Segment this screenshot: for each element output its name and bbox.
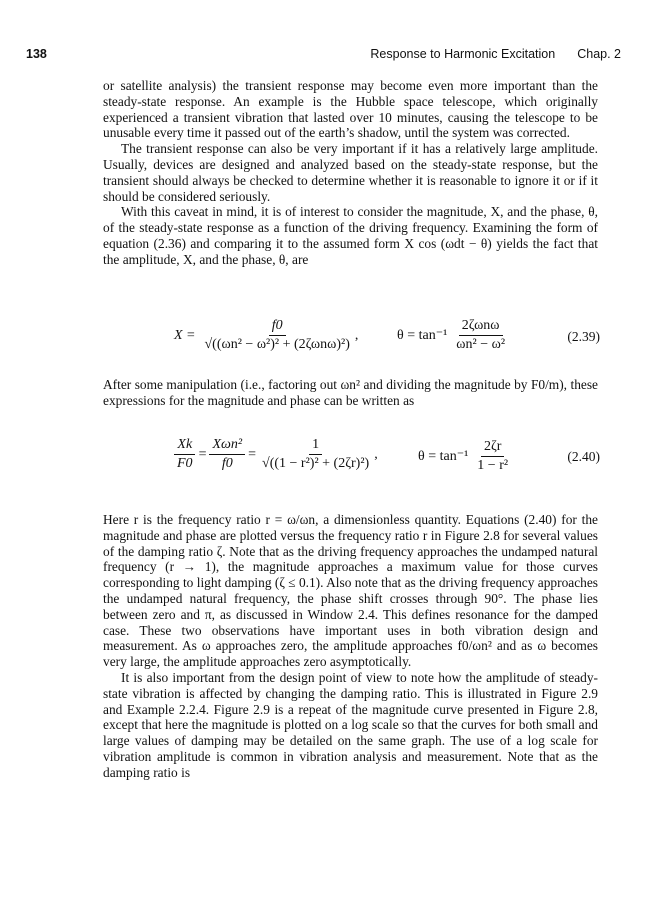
eq239-magnitude-fraction	[202, 318, 353, 353]
eq239-phase-fraction	[453, 318, 508, 353]
eq240-phase-fraction	[474, 439, 511, 474]
eq240-phase-numerator: 2ζr	[481, 439, 504, 457]
equation-2-39	[100, 316, 600, 360]
paragraph-6: It is also important from the design point of view to note how the amplitude of steady-state vibration is affected by changing the damping ratio. This is illustrated in Figure 2.9 and Example 2.2.4. Figure 2.9 is a repeat of the magnitude curve presented in Figure 2.8, except that here the magnitude is plotted on a log scale so that the curves for both small and large values of damping may be detailed on the same graph. The use of a log scale for vibration amplitude is common in vibration analysis and measurement. Note that as the damping ratio is	[103, 669, 598, 780]
eq239-denominator: √((ωn² − ω²)² + (2ζωnω)²)	[204, 337, 350, 352]
eq240-rhs-denominator: √((1 − r²)² + (2ζr)²)	[262, 456, 370, 471]
paragraph-2: The transient response can also be very important if it has a relatively large amplitude. Usually, devices are designed and analyzed based on the steady-state response, but the transient should always be checked to determine whether it is reasonable to ignore it or if it should be considered seriously.	[103, 141, 598, 204]
page-number: 138	[26, 47, 47, 61]
eq240-label: (2.40)	[567, 449, 600, 464]
eq239-numerator: f0	[269, 318, 286, 336]
eq240-mid-fraction	[209, 437, 245, 472]
eq240-magnitude: $\frac{Xk}{F0}$ = $\frac{\text{Xωn²}}{f0}$ = $\frac{1}{\text{√((1 − r²)² + (2ζr)²)}}$ ,	[174, 437, 378, 472]
eq240-lhs-fraction	[174, 437, 196, 472]
eq239-phase-lhs: θ = tan⁻¹	[397, 328, 448, 343]
eq239-label: (2.39)	[567, 329, 600, 344]
eq239-phase	[397, 318, 508, 353]
eq239-lhs: X =	[174, 327, 196, 343]
eq240-phase	[418, 439, 511, 474]
paragraph-3: With this caveat in mind, it is of interest to consider the magnitude, X, and the phase, θ, of the steady-state response as a function of the driving frequency. Examining the form of equation (2.36) and comparing it to the assumed form X cos (ωdt − θ) yields the fact that the amplitude, X, and the phase, θ, are	[103, 204, 598, 267]
eq240-mid-numerator: Xωn²	[209, 437, 245, 455]
eq239-phase-numerator: 2ζωnω	[459, 318, 503, 336]
chapter-label: Chap. 2	[577, 47, 621, 61]
eq240-rhs-numerator: 1	[309, 437, 322, 455]
paragraph-5: Here r is the frequency ratio r = ω/ωn, a dimensionless quantity. Equations (2.40) for the magnitude and phase are plotted versus the frequency ratio r in Figure 2.8 for several values of the damping ratio ζ. Note that as the driving frequency approaches the undamped natural frequency (r → 1), the magnitude approaches a maximum value for those curves corresponding to light damping (ζ ≤ 0.1). Also note that as the driving frequency approaches the undamped natural frequency, the phase shift crosses through 90°. The phase lies between zero and π, as discussed in Window 2.4. This defines resonance for the damped case. These two observations have important uses in both vibration design and measurement. As ω approaches zero, the amplitude approaches f0/ωn² and as ω becomes very large, the amplitude approaches zero asymptotically.	[103, 512, 598, 670]
eq240-lhs-numerator: Xk	[174, 437, 195, 455]
running-title	[370, 47, 621, 61]
eq240-phase-lhs: θ = tan⁻¹	[418, 449, 469, 464]
eq239-phase-denominator: ωn² − ω²	[456, 337, 506, 352]
body-text-top	[103, 78, 598, 268]
eq240-phase-denominator: 1 − r²	[477, 458, 509, 473]
body-text-bottom	[103, 512, 598, 781]
eq240-rhs-fraction	[259, 437, 372, 472]
section-title: Response to Harmonic Excitation	[370, 47, 556, 61]
paragraph-4: After some manipulation (i.e., factoring out ωn² and dividing the magnitude by F0/m), these expressions for the magnitude and phase can be written as	[103, 377, 598, 408]
running-header	[26, 47, 621, 63]
eq239-magnitude: X = $\frac{f0}{\text{√((ωn² − ω²)² + (2ζωnω)²)}}$ ,	[174, 318, 359, 352]
equation-2-40	[100, 435, 600, 481]
eq240-lhs-denominator: F0	[177, 456, 193, 471]
body-text-middle	[103, 377, 598, 409]
eq240-mid-denominator: f0	[221, 456, 233, 471]
paragraph-1: or satellite analysis) the transient response may become even more important than the steady-state response. An example is the Hubble space telescope, which originally experienced a transient vibration that lasted over 10 minutes, causing the telescope to be unusable every time it passed out of the earth’s shadow, until the system was corrected.	[103, 78, 598, 141]
